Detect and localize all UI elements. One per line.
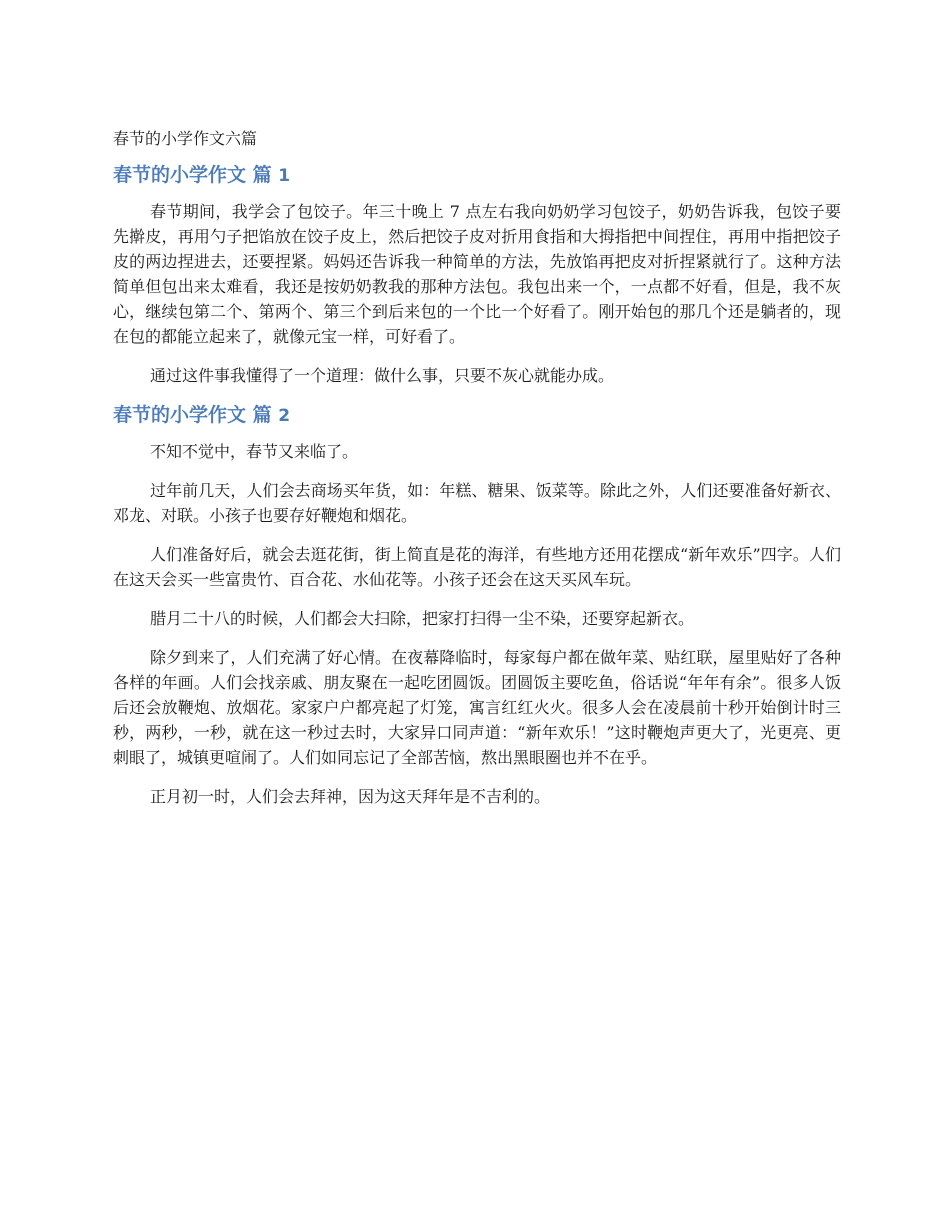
paragraph: 除夕到来了，人们充满了好心情。在夜幕降临时，每家每户都在做年菜、贴红联，屋里贴好了各种各样的年画。人们会找亲戚、朋友聚在一起吃团圆饭。团圆饭主要吃鱼，俗话说“年年有余”。很多人饭后还会放鞭炮、放烟花。家家户户都亮起了灯笼，寓言红红火火。很多人会在凌晨前十秒开始倒计时三秒，两秒，一秒，就在这一秒过去时，大家异口同声道：“新年欢乐！”这时鞭炮声更大了，光更亮、更刺眼了，城镇更喧闹了。人们如同忘记了全部苦恼，熬出黑眼圈也并不在乎。 — [113, 648, 841, 767]
essay-section-1 — [113, 162, 841, 388]
section-heading-1 — [113, 162, 841, 189]
document-content — [113, 128, 841, 823]
paragraph: 腊月二十八的时候，人们都会大扫除，把家打扫得一尘不染，还要穿起新衣。 — [150, 609, 695, 628]
paragraph: 不知不觉中，春节又来临了。 — [150, 442, 359, 461]
essay-section-2 — [113, 402, 841, 809]
paragraph: 春节期间，我学会了包饺子。年三十晚上 7 点左右我向奶奶学习包饺子，奶奶告诉我，包饺子要先擀皮，再用勺子把馅放在饺子皮上，然后把饺子皮对折用食指和大拇指把中间捏住，再用中指把饺子皮的两边捏进去，还要捏紧。妈妈还告诉我一种简单的方法，先放馅再把皮对折捏紧就行了。这种方法简单但包出来太难看，我还是按奶奶教我的那种方法包。我包出来一个，一点都不好看，但是，我不灰心，继续包第二个、第两个、第三个到后来包的一个比一个好看了。刚开始包的那几个还是躺者的，现在包的都能立起来了，就像元宝一样，可好看了。 — [113, 202, 841, 346]
section-heading-text: 春节的小学作文 篇 — [113, 164, 272, 186]
paragraph: 过年前几天，人们会去商场买年货，如：年糕、糖果、饭菜等。除此之外，人们还要准备好新衣、邓龙、对联。小孩子也要存好鞭炮和烟花。 — [113, 481, 841, 525]
section-heading-2 — [113, 402, 841, 429]
paragraph: 通过这件事我懂得了一个道理：做什么事，只要不灰心就能办成。 — [150, 366, 615, 385]
paragraph: 正月初一时，人们会去拜神，因为这天拜年是不吉利的。 — [150, 787, 551, 806]
document-title: 春节的小学作文六篇 — [113, 129, 258, 148]
section-number: 1 — [278, 166, 291, 186]
section-heading-text: 春节的小学作文 篇 — [113, 404, 272, 426]
section-number: 2 — [278, 406, 291, 426]
paragraph: 人们准备好后，就会去逛花街，街上简直是花的海洋，有些地方还用花摆成“新年欢乐”四字。人们在这天会买一些富贵竹、百合花、水仙花等。小孩子还会在这天买风车玩。 — [113, 545, 841, 589]
